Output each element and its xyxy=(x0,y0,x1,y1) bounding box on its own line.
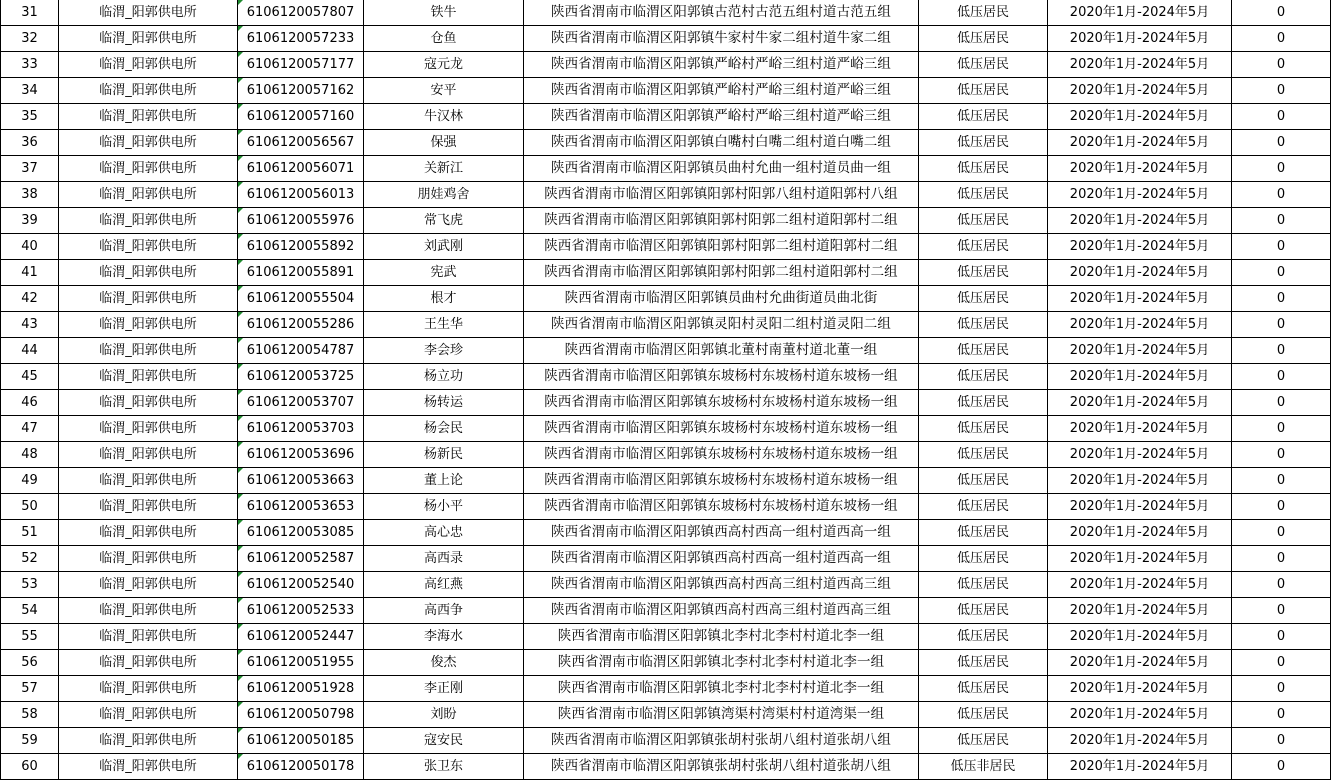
account-cell[interactable]: 6106120057233 xyxy=(238,26,364,52)
category-cell[interactable]: 低压居民 xyxy=(919,364,1048,390)
table-row xyxy=(1,546,1331,572)
seq-cell[interactable]: 38 xyxy=(1,182,59,208)
period-cell[interactable]: 2020年1月-2024年5月 xyxy=(1048,364,1232,390)
account-cell[interactable]: 6106120052587 xyxy=(238,546,364,572)
period-cell[interactable]: 2020年1月-2024年5月 xyxy=(1048,494,1232,520)
account-cell[interactable]: 6106120053653 xyxy=(238,494,364,520)
name-cell[interactable]: 寇元龙 xyxy=(364,52,524,78)
value-cell[interactable]: 0 xyxy=(1232,312,1331,338)
account-cell[interactable]: 6106120057162 xyxy=(238,78,364,104)
account-cell[interactable]: 6106120055286 xyxy=(238,312,364,338)
value-cell[interactable]: 0 xyxy=(1232,572,1331,598)
name-cell[interactable]: 宪武 xyxy=(364,260,524,286)
name-cell[interactable]: 张卫东 xyxy=(364,754,524,780)
station-cell[interactable]: 临渭_阳郭供电所 xyxy=(59,286,238,312)
value-cell[interactable]: 0 xyxy=(1232,416,1331,442)
category-cell[interactable]: 低压居民 xyxy=(919,26,1048,52)
station-cell[interactable]: 临渭_阳郭供电所 xyxy=(59,520,238,546)
table-row xyxy=(1,520,1331,546)
category-cell[interactable]: 低压居民 xyxy=(919,312,1048,338)
account-cell[interactable]: 6106120053703 xyxy=(238,416,364,442)
station-cell[interactable]: 临渭_阳郭供电所 xyxy=(59,52,238,78)
value-cell[interactable]: 0 xyxy=(1232,156,1331,182)
category-cell[interactable]: 低压居民 xyxy=(919,494,1048,520)
value-cell[interactable]: 0 xyxy=(1232,208,1331,234)
category-cell[interactable]: 低压居民 xyxy=(919,78,1048,104)
category-cell[interactable]: 低压居民 xyxy=(919,156,1048,182)
seq-cell[interactable]: 58 xyxy=(1,702,59,728)
table-row xyxy=(1,468,1331,494)
address-cell[interactable]: 陕西省渭南市临渭区阳郭镇北董村南董村道北董一组 xyxy=(524,338,919,364)
account-cell[interactable]: 6106120056071 xyxy=(238,156,364,182)
value-cell[interactable]: 0 xyxy=(1232,0,1331,26)
period-cell[interactable]: 2020年1月-2024年5月 xyxy=(1048,676,1232,702)
name-cell[interactable]: 牛汉林 xyxy=(364,104,524,130)
account-cell[interactable]: 6106120052540 xyxy=(238,572,364,598)
value-cell[interactable]: 0 xyxy=(1232,52,1331,78)
period-cell[interactable]: 2020年1月-2024年5月 xyxy=(1048,26,1232,52)
seq-cell[interactable]: 53 xyxy=(1,572,59,598)
address-cell[interactable]: 陕西省渭南市临渭区阳郭镇东坡杨村东坡杨村道东坡杨一组 xyxy=(524,468,919,494)
name-cell[interactable]: 杨新民 xyxy=(364,442,524,468)
period-cell[interactable]: 2020年1月-2024年5月 xyxy=(1048,182,1232,208)
name-cell[interactable]: 安平 xyxy=(364,78,524,104)
station-cell[interactable]: 临渭_阳郭供电所 xyxy=(59,572,238,598)
name-cell[interactable]: 朋娃鸡舍 xyxy=(364,182,524,208)
name-cell[interactable]: 杨会民 xyxy=(364,416,524,442)
address-cell[interactable]: 陕西省渭南市临渭区阳郭镇员曲村允曲一组村道员曲一组 xyxy=(524,156,919,182)
table-row xyxy=(1,260,1331,286)
account-cell[interactable]: 6106120050798 xyxy=(238,702,364,728)
station-cell[interactable]: 临渭_阳郭供电所 xyxy=(59,650,238,676)
table-row xyxy=(1,390,1331,416)
seq-cell[interactable]: 42 xyxy=(1,286,59,312)
seq-cell[interactable]: 48 xyxy=(1,442,59,468)
category-cell[interactable]: 低压居民 xyxy=(919,208,1048,234)
name-cell[interactable]: 刘武刚 xyxy=(364,234,524,260)
station-cell[interactable]: 临渭_阳郭供电所 xyxy=(59,728,238,754)
table-row xyxy=(1,598,1331,624)
seq-cell[interactable]: 41 xyxy=(1,260,59,286)
table-row xyxy=(1,494,1331,520)
account-cell[interactable]: 6106120055891 xyxy=(238,260,364,286)
station-cell[interactable]: 临渭_阳郭供电所 xyxy=(59,702,238,728)
seq-cell[interactable]: 31 xyxy=(1,0,59,26)
value-cell[interactable]: 0 xyxy=(1232,286,1331,312)
table-row xyxy=(1,78,1331,104)
seq-cell[interactable]: 49 xyxy=(1,468,59,494)
name-cell[interactable]: 保强 xyxy=(364,130,524,156)
table-row xyxy=(1,130,1331,156)
period-cell[interactable]: 2020年1月-2024年5月 xyxy=(1048,78,1232,104)
account-cell[interactable]: 6106120051955 xyxy=(238,650,364,676)
seq-cell[interactable]: 46 xyxy=(1,390,59,416)
category-cell[interactable]: 低压居民 xyxy=(919,130,1048,156)
station-cell[interactable]: 临渭_阳郭供电所 xyxy=(59,312,238,338)
category-cell[interactable]: 低压居民 xyxy=(919,338,1048,364)
address-cell[interactable]: 陕西省渭南市临渭区阳郭镇北李村北李村村道北李一组 xyxy=(524,650,919,676)
period-cell[interactable]: 2020年1月-2024年5月 xyxy=(1048,390,1232,416)
address-cell[interactable]: 陕西省渭南市临渭区阳郭镇东坡杨村东坡杨村道东坡杨一组 xyxy=(524,494,919,520)
station-cell[interactable]: 临渭_阳郭供电所 xyxy=(59,0,238,26)
seq-cell[interactable]: 33 xyxy=(1,52,59,78)
table-row xyxy=(1,442,1331,468)
name-cell[interactable]: 刘盼 xyxy=(364,702,524,728)
address-cell[interactable]: 陕西省渭南市临渭区阳郭镇北李村北李村村道北李一组 xyxy=(524,676,919,702)
value-cell[interactable]: 0 xyxy=(1232,754,1331,780)
value-cell[interactable]: 0 xyxy=(1232,468,1331,494)
address-cell[interactable]: 陕西省渭南市临渭区阳郭镇北李村北李村村道北李一组 xyxy=(524,624,919,650)
address-cell[interactable]: 陕西省渭南市临渭区阳郭镇阳郭村阳郭二组村道阳郭村二组 xyxy=(524,208,919,234)
value-cell[interactable]: 0 xyxy=(1232,546,1331,572)
category-cell[interactable]: 低压非居民 xyxy=(919,754,1048,780)
station-cell[interactable]: 临渭_阳郭供电所 xyxy=(59,494,238,520)
name-cell[interactable]: 寇安民 xyxy=(364,728,524,754)
value-cell[interactable]: 0 xyxy=(1232,442,1331,468)
station-cell[interactable]: 临渭_阳郭供电所 xyxy=(59,390,238,416)
category-cell[interactable]: 低压居民 xyxy=(919,286,1048,312)
station-cell[interactable]: 临渭_阳郭供电所 xyxy=(59,26,238,52)
seq-cell[interactable]: 44 xyxy=(1,338,59,364)
account-cell[interactable]: 6106120055892 xyxy=(238,234,364,260)
account-cell[interactable]: 6106120050185 xyxy=(238,728,364,754)
period-cell[interactable]: 2020年1月-2024年5月 xyxy=(1048,156,1232,182)
seq-cell[interactable]: 51 xyxy=(1,520,59,546)
period-cell[interactable]: 2020年1月-2024年5月 xyxy=(1048,260,1232,286)
seq-cell[interactable]: 56 xyxy=(1,650,59,676)
seq-cell[interactable]: 39 xyxy=(1,208,59,234)
period-cell[interactable]: 2020年1月-2024年5月 xyxy=(1048,728,1232,754)
station-cell[interactable]: 临渭_阳郭供电所 xyxy=(59,546,238,572)
period-cell[interactable]: 2020年1月-2024年5月 xyxy=(1048,624,1232,650)
address-cell[interactable]: 陕西省渭南市临渭区阳郭镇严峪村严峪三组村道严峪三组 xyxy=(524,104,919,130)
address-cell[interactable]: 陕西省渭南市临渭区阳郭镇灵阳村灵阳二组村道灵阳二组 xyxy=(524,312,919,338)
table-row xyxy=(1,0,1331,26)
value-cell[interactable]: 0 xyxy=(1232,182,1331,208)
category-cell[interactable]: 低压居民 xyxy=(919,0,1048,26)
category-cell[interactable]: 低压居民 xyxy=(919,390,1048,416)
period-cell[interactable]: 2020年1月-2024年5月 xyxy=(1048,130,1232,156)
table-row xyxy=(1,702,1331,728)
address-cell[interactable]: 陕西省渭南市临渭区阳郭镇张胡村张胡八组村道张胡八组 xyxy=(524,728,919,754)
table-row xyxy=(1,650,1331,676)
name-cell[interactable]: 常飞虎 xyxy=(364,208,524,234)
table-row xyxy=(1,52,1331,78)
seq-cell[interactable]: 32 xyxy=(1,26,59,52)
station-cell[interactable]: 临渭_阳郭供电所 xyxy=(59,364,238,390)
value-cell[interactable]: 0 xyxy=(1232,104,1331,130)
period-cell[interactable]: 2020年1月-2024年5月 xyxy=(1048,702,1232,728)
category-cell[interactable]: 低压居民 xyxy=(919,572,1048,598)
seq-cell[interactable]: 45 xyxy=(1,364,59,390)
seq-cell[interactable]: 40 xyxy=(1,234,59,260)
seq-cell[interactable]: 59 xyxy=(1,728,59,754)
address-cell[interactable]: 陕西省渭南市临渭区阳郭镇白嘴村白嘴二组村道白嘴二组 xyxy=(524,130,919,156)
table-row xyxy=(1,26,1331,52)
station-cell[interactable]: 临渭_阳郭供电所 xyxy=(59,156,238,182)
name-cell[interactable]: 李会珍 xyxy=(364,338,524,364)
address-cell[interactable]: 陕西省渭南市临渭区阳郭镇古范村古范五组村道古范五组 xyxy=(524,0,919,26)
category-cell[interactable]: 低压居民 xyxy=(919,52,1048,78)
name-cell[interactable]: 根才 xyxy=(364,286,524,312)
value-cell[interactable]: 0 xyxy=(1232,598,1331,624)
period-cell[interactable]: 2020年1月-2024年5月 xyxy=(1048,754,1232,780)
account-cell[interactable]: 6106120053663 xyxy=(238,468,364,494)
table-row xyxy=(1,234,1331,260)
category-cell[interactable]: 低压居民 xyxy=(919,520,1048,546)
name-cell[interactable]: 俊杰 xyxy=(364,650,524,676)
value-cell[interactable]: 0 xyxy=(1232,130,1331,156)
value-cell[interactable]: 0 xyxy=(1232,260,1331,286)
table-row xyxy=(1,728,1331,754)
period-cell[interactable]: 2020年1月-2024年5月 xyxy=(1048,468,1232,494)
value-cell[interactable]: 0 xyxy=(1232,364,1331,390)
station-cell[interactable]: 临渭_阳郭供电所 xyxy=(59,130,238,156)
table-row xyxy=(1,312,1331,338)
category-cell[interactable]: 低压居民 xyxy=(919,442,1048,468)
value-cell[interactable]: 0 xyxy=(1232,494,1331,520)
account-cell[interactable]: 6106120057807 xyxy=(238,0,364,26)
period-cell[interactable]: 2020年1月-2024年5月 xyxy=(1048,598,1232,624)
category-cell[interactable]: 低压居民 xyxy=(919,104,1048,130)
account-cell[interactable]: 6106120053085 xyxy=(238,520,364,546)
period-cell[interactable]: 2020年1月-2024年5月 xyxy=(1048,104,1232,130)
station-cell[interactable]: 临渭_阳郭供电所 xyxy=(59,260,238,286)
name-cell[interactable]: 杨小平 xyxy=(364,494,524,520)
name-cell[interactable]: 李正刚 xyxy=(364,676,524,702)
address-cell[interactable]: 陕西省渭南市临渭区阳郭镇西高村西高一组村道西高一组 xyxy=(524,520,919,546)
seq-cell[interactable]: 55 xyxy=(1,624,59,650)
seq-cell[interactable]: 47 xyxy=(1,416,59,442)
name-cell[interactable]: 关新江 xyxy=(364,156,524,182)
name-cell[interactable]: 杨转运 xyxy=(364,390,524,416)
seq-cell[interactable]: 34 xyxy=(1,78,59,104)
station-cell[interactable]: 临渭_阳郭供电所 xyxy=(59,676,238,702)
address-cell[interactable]: 陕西省渭南市临渭区阳郭镇东坡杨村东坡杨村道东坡杨一组 xyxy=(524,416,919,442)
period-cell[interactable]: 2020年1月-2024年5月 xyxy=(1048,572,1232,598)
address-cell[interactable]: 陕西省渭南市临渭区阳郭镇东坡杨村东坡杨村道东坡杨一组 xyxy=(524,442,919,468)
seq-cell[interactable]: 50 xyxy=(1,494,59,520)
account-cell[interactable]: 6106120057177 xyxy=(238,52,364,78)
name-cell[interactable]: 高心忠 xyxy=(364,520,524,546)
period-cell[interactable]: 2020年1月-2024年5月 xyxy=(1048,52,1232,78)
account-cell[interactable]: 6106120056567 xyxy=(238,130,364,156)
table-row xyxy=(1,416,1331,442)
station-cell[interactable]: 临渭_阳郭供电所 xyxy=(59,338,238,364)
seq-cell[interactable]: 54 xyxy=(1,598,59,624)
value-cell[interactable]: 0 xyxy=(1232,650,1331,676)
account-cell[interactable]: 6106120054787 xyxy=(238,338,364,364)
name-cell[interactable]: 董上论 xyxy=(364,468,524,494)
category-cell[interactable]: 低压居民 xyxy=(919,598,1048,624)
table-row xyxy=(1,364,1331,390)
station-cell[interactable]: 临渭_阳郭供电所 xyxy=(59,104,238,130)
value-cell[interactable]: 0 xyxy=(1232,624,1331,650)
seq-cell[interactable]: 43 xyxy=(1,312,59,338)
table-row xyxy=(1,182,1331,208)
period-cell[interactable]: 2020年1月-2024年5月 xyxy=(1048,234,1232,260)
table-row xyxy=(1,286,1331,312)
station-cell[interactable]: 临渭_阳郭供电所 xyxy=(59,78,238,104)
account-cell[interactable]: 6106120057160 xyxy=(238,104,364,130)
value-cell[interactable]: 0 xyxy=(1232,338,1331,364)
address-cell[interactable]: 陕西省渭南市临渭区阳郭镇阳郭村阳郭二组村道阳郭村二组 xyxy=(524,260,919,286)
table-row xyxy=(1,676,1331,702)
table-row xyxy=(1,104,1331,130)
name-cell[interactable]: 仓鱼 xyxy=(364,26,524,52)
value-cell[interactable]: 0 xyxy=(1232,676,1331,702)
value-cell[interactable]: 0 xyxy=(1232,26,1331,52)
category-cell[interactable]: 低压居民 xyxy=(919,624,1048,650)
station-cell[interactable]: 临渭_阳郭供电所 xyxy=(59,208,238,234)
account-cell[interactable]: 6106120055504 xyxy=(238,286,364,312)
period-cell[interactable]: 2020年1月-2024年5月 xyxy=(1048,546,1232,572)
address-cell[interactable]: 陕西省渭南市临渭区阳郭镇东坡杨村东坡杨村道东坡杨一组 xyxy=(524,390,919,416)
name-cell[interactable]: 王生华 xyxy=(364,312,524,338)
value-cell[interactable]: 0 xyxy=(1232,702,1331,728)
category-cell[interactable]: 低压居民 xyxy=(919,416,1048,442)
account-cell[interactable]: 6106120052447 xyxy=(238,624,364,650)
category-cell[interactable]: 低压居民 xyxy=(919,546,1048,572)
table-row xyxy=(1,754,1331,780)
period-cell[interactable]: 2020年1月-2024年5月 xyxy=(1048,312,1232,338)
table-row xyxy=(1,208,1331,234)
table-body xyxy=(1,0,1331,780)
name-cell[interactable]: 高西录 xyxy=(364,546,524,572)
address-cell[interactable]: 陕西省渭南市临渭区阳郭镇张胡村张胡八组村道张胡八组 xyxy=(524,754,919,780)
table-row xyxy=(1,572,1331,598)
category-cell[interactable]: 低压居民 xyxy=(919,702,1048,728)
period-cell[interactable]: 2020年1月-2024年5月 xyxy=(1048,442,1232,468)
seq-cell[interactable]: 36 xyxy=(1,130,59,156)
period-cell[interactable]: 2020年1月-2024年5月 xyxy=(1048,286,1232,312)
account-cell[interactable]: 6106120052533 xyxy=(238,598,364,624)
address-cell[interactable]: 陕西省渭南市临渭区阳郭镇阳郭村阳郭二组村道阳郭村二组 xyxy=(524,234,919,260)
seq-cell[interactable]: 57 xyxy=(1,676,59,702)
address-cell[interactable]: 陕西省渭南市临渭区阳郭镇严峪村严峪三组村道严峪三组 xyxy=(524,52,919,78)
table-row xyxy=(1,338,1331,364)
station-cell[interactable]: 临渭_阳郭供电所 xyxy=(59,234,238,260)
period-cell[interactable]: 2020年1月-2024年5月 xyxy=(1048,650,1232,676)
station-cell[interactable]: 临渭_阳郭供电所 xyxy=(59,754,238,780)
station-cell[interactable]: 临渭_阳郭供电所 xyxy=(59,442,238,468)
address-cell[interactable]: 陕西省渭南市临渭区阳郭镇西高村西高三组村道西高三组 xyxy=(524,572,919,598)
table-row xyxy=(1,624,1331,650)
category-cell[interactable]: 低压居民 xyxy=(919,650,1048,676)
name-cell[interactable]: 杨立功 xyxy=(364,364,524,390)
address-cell[interactable]: 陕西省渭南市临渭区阳郭镇西高村西高三组村道西高三组 xyxy=(524,598,919,624)
account-cell[interactable]: 6106120053707 xyxy=(238,390,364,416)
station-cell[interactable]: 临渭_阳郭供电所 xyxy=(59,468,238,494)
account-cell[interactable]: 6106120051928 xyxy=(238,676,364,702)
category-cell[interactable]: 低压居民 xyxy=(919,468,1048,494)
seq-cell[interactable]: 60 xyxy=(1,754,59,780)
seq-cell[interactable]: 52 xyxy=(1,546,59,572)
table-row xyxy=(1,156,1331,182)
name-cell[interactable]: 铁牛 xyxy=(364,0,524,26)
account-cell[interactable]: 6106120053696 xyxy=(238,442,364,468)
category-cell[interactable]: 低压居民 xyxy=(919,182,1048,208)
address-cell[interactable]: 陕西省渭南市临渭区阳郭镇东坡杨村东坡杨村道东坡杨一组 xyxy=(524,364,919,390)
address-cell[interactable]: 陕西省渭南市临渭区阳郭镇阳郭村阳郭八组村道阳郭村八组 xyxy=(524,182,919,208)
address-cell[interactable]: 陕西省渭南市临渭区阳郭镇员曲村允曲街道员曲北街 xyxy=(524,286,919,312)
account-cell[interactable]: 6106120056013 xyxy=(238,182,364,208)
category-cell[interactable]: 低压居民 xyxy=(919,260,1048,286)
station-cell[interactable]: 临渭_阳郭供电所 xyxy=(59,416,238,442)
value-cell[interactable]: 0 xyxy=(1232,520,1331,546)
account-cell[interactable]: 6106120050178 xyxy=(238,754,364,780)
period-cell[interactable]: 2020年1月-2024年5月 xyxy=(1048,416,1232,442)
address-cell[interactable]: 陕西省渭南市临渭区阳郭镇湾渠村湾渠村村道湾渠一组 xyxy=(524,702,919,728)
seq-cell[interactable]: 37 xyxy=(1,156,59,182)
value-cell[interactable]: 0 xyxy=(1232,390,1331,416)
category-cell[interactable]: 低压居民 xyxy=(919,728,1048,754)
category-cell[interactable]: 低压居民 xyxy=(919,234,1048,260)
station-cell[interactable]: 临渭_阳郭供电所 xyxy=(59,182,238,208)
value-cell[interactable]: 0 xyxy=(1232,234,1331,260)
name-cell[interactable]: 李海水 xyxy=(364,624,524,650)
period-cell[interactable]: 2020年1月-2024年5月 xyxy=(1048,208,1232,234)
value-cell[interactable]: 0 xyxy=(1232,728,1331,754)
seq-cell[interactable]: 35 xyxy=(1,104,59,130)
address-cell[interactable]: 陕西省渭南市临渭区阳郭镇严峪村严峪三组村道严峪三组 xyxy=(524,78,919,104)
period-cell[interactable]: 2020年1月-2024年5月 xyxy=(1048,520,1232,546)
account-cell[interactable]: 6106120055976 xyxy=(238,208,364,234)
period-cell[interactable]: 2020年1月-2024年5月 xyxy=(1048,0,1232,26)
category-cell[interactable]: 低压居民 xyxy=(919,676,1048,702)
value-cell[interactable]: 0 xyxy=(1232,78,1331,104)
address-cell[interactable]: 陕西省渭南市临渭区阳郭镇牛家村牛家二组村道牛家二组 xyxy=(524,26,919,52)
period-cell[interactable]: 2020年1月-2024年5月 xyxy=(1048,338,1232,364)
name-cell[interactable]: 高西争 xyxy=(364,598,524,624)
name-cell[interactable]: 高红燕 xyxy=(364,572,524,598)
address-cell[interactable]: 陕西省渭南市临渭区阳郭镇西高村西高一组村道西高一组 xyxy=(524,546,919,572)
station-cell[interactable]: 临渭_阳郭供电所 xyxy=(59,598,238,624)
account-cell[interactable]: 6106120053725 xyxy=(238,364,364,390)
station-cell[interactable]: 临渭_阳郭供电所 xyxy=(59,624,238,650)
